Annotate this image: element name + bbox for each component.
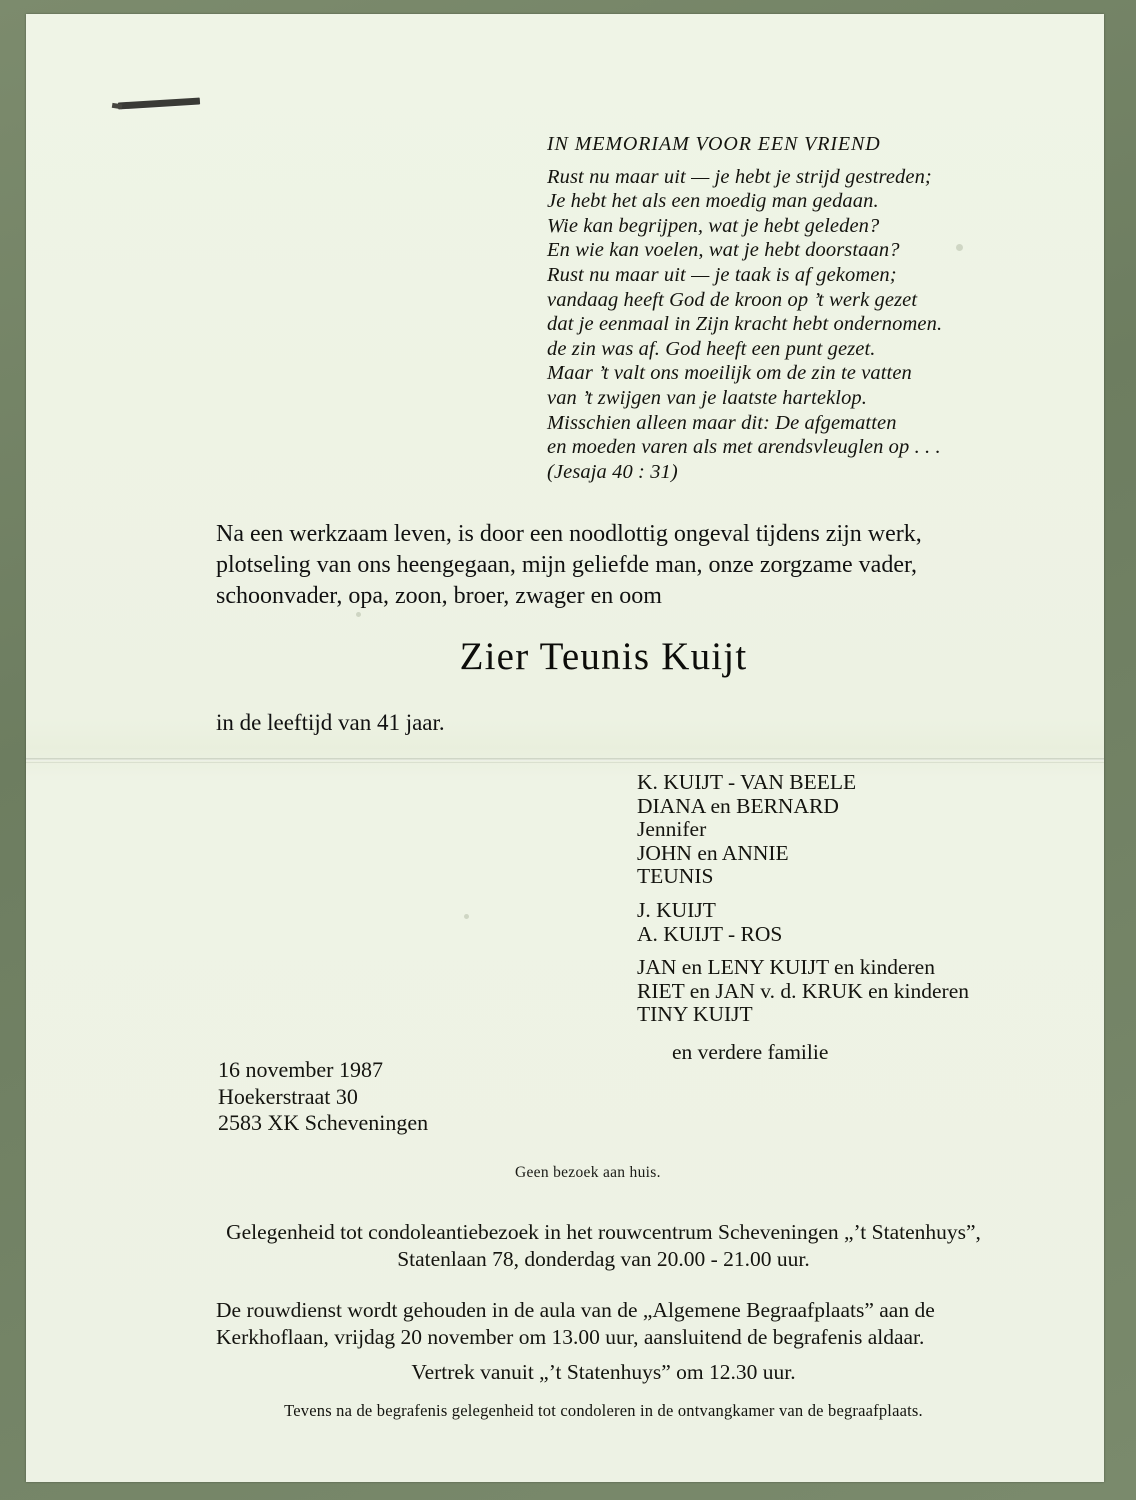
family-member: J. KUIJT	[637, 897, 716, 922]
poem-line: vandaag heeft God de kroon op ’t werk gezet	[547, 288, 918, 311]
announcement-line: schoonvader, opa, zoon, broer, zwager en oom	[216, 583, 662, 609]
city-line: 2583 XK Scheveningen	[218, 1110, 429, 1135]
service-block	[216, 1297, 991, 1351]
footnote-line: Tevens na de begrafenis gelegenheid tot condoleren in de ontvangkamer van de begraafplaats.	[284, 1401, 923, 1420]
deceased-name: Zier Teunis Kuijt	[459, 635, 748, 678]
date-line: 16 november 1987	[218, 1057, 383, 1082]
family-further: en verdere familie	[672, 1039, 829, 1064]
poem-block	[547, 132, 1017, 484]
family-group	[637, 956, 969, 1027]
condolence-line: Statenlaan 78, donderdag van 20.00 - 21.00 uur.	[397, 1247, 810, 1271]
announcement-line: Na een werkzaam leven, is door een noodlottig ongeval tijdens zijn werk,	[216, 521, 922, 547]
family-member: TINY KUIJT	[637, 1002, 753, 1027]
family-member: RIET en JAN v. d. KRUK en kinderen	[637, 978, 970, 1003]
announcement-line: plotseling van ons heengegaan, mijn geliefde man, onze zorgzame vader,	[216, 552, 918, 578]
departure-line: Vertrek vanuit „’t Statenhuys” om 12.30 uur.	[411, 1360, 796, 1384]
poem-line: en moeden varen als met arendsvleuglen op . . .	[547, 436, 941, 459]
fold-crease-shadow	[26, 762, 1104, 763]
condolence-block	[216, 1219, 991, 1273]
condolence-line: Gelegenheid tot condoleantiebezoek in het rouwcentrum Scheveningen „’t Statenhuys”,	[226, 1220, 981, 1244]
poem-line: van ’t zwijgen van je laatste harteklop.	[547, 386, 867, 409]
age-line: in de leeftijd van 41 jaar.	[216, 710, 445, 735]
family-group	[637, 771, 969, 889]
poem-line: Maar ’t valt ons moeilijk om de zin te vatten	[547, 362, 912, 385]
family-list	[637, 771, 969, 1065]
poem-line: Rust nu maar uit — je taak is af gekomen;	[547, 263, 897, 286]
poem-title: IN MEMORIAM VOOR EEN VRIEND	[547, 133, 881, 155]
poem-line: dat je eenmaal in Zijn kracht hebt ondernomen.	[547, 313, 943, 336]
scan-blemish	[464, 914, 469, 919]
family-member: JAN en LENY KUIJT en kinderen	[637, 955, 935, 980]
family-member: JOHN en ANNIE	[637, 840, 789, 865]
announcement-block	[216, 519, 991, 612]
fold-crease	[26, 758, 1104, 761]
family-member: Jennifer	[637, 817, 707, 842]
service-line: Kerkhoflaan, vrijdag 20 november om 13.00 uur, aansluitend de begrafenis aldaar.	[216, 1325, 925, 1349]
service-line: De rouwdienst wordt gehouden in de aula van de „Algemene Begraafplaats” aan de	[216, 1298, 935, 1322]
address-block	[218, 1057, 428, 1137]
poem-line: Rust nu maar uit — je hebt je strijd gestreden;	[547, 165, 932, 188]
poem-line: Wie kan begrijpen, wat je hebt geleden?	[547, 214, 880, 237]
family-member: TEUNIS	[637, 864, 714, 889]
family-group	[637, 899, 969, 946]
poem-line: Je hebt het als een moedig man gedaan.	[547, 190, 879, 213]
family-member: A. KUIJT - ROS	[637, 921, 783, 946]
family-member: DIANA en BERNARD	[637, 793, 839, 818]
poem-citation: (Jesaja 40 : 31)	[547, 460, 678, 483]
memorial-card	[26, 14, 1104, 1482]
scan-blemish	[356, 612, 361, 617]
poem-line: Misschien alleen maar dit: De afgematten	[547, 411, 897, 434]
no-visit-note: Geen bezoek aan huis.	[515, 1164, 661, 1181]
street-line: Hoekerstraat 30	[218, 1083, 358, 1109]
poem-line: En wie kan voelen, wat je hebt doorstaan?	[547, 239, 900, 262]
poem-line: de zin was af. God heeft een punt gezet.	[547, 337, 876, 360]
family-member: K. KUIJT - VAN BEELE	[637, 770, 857, 794]
